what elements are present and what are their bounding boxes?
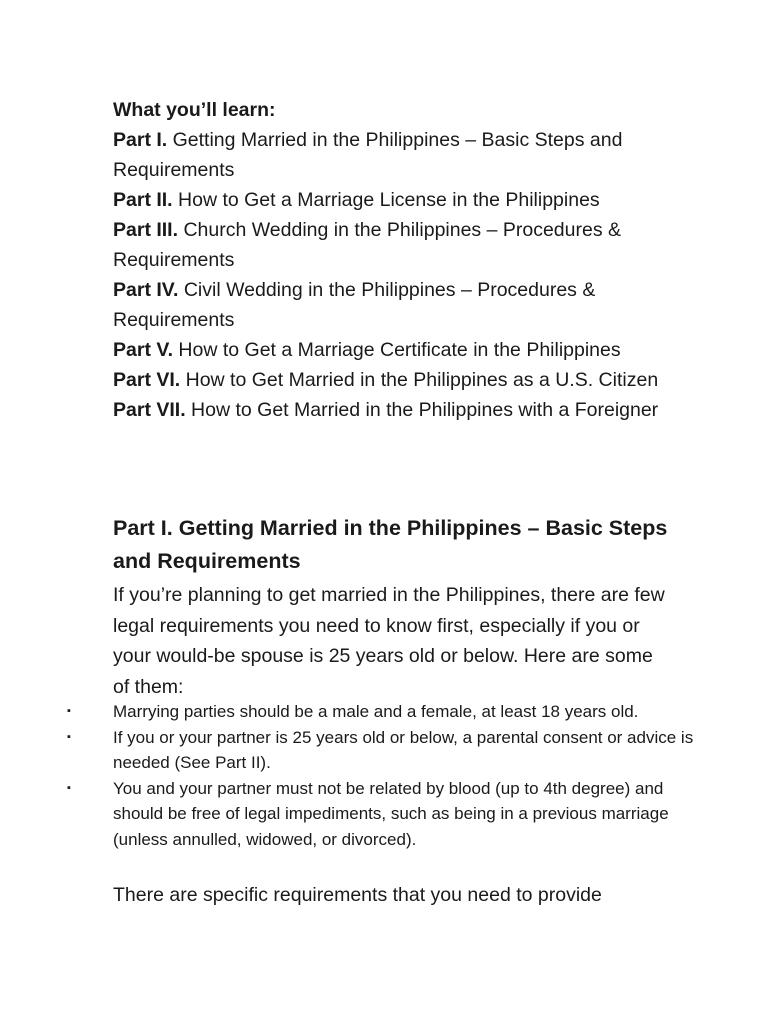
bullet-icon: ▪ xyxy=(67,730,71,743)
toc-part-title: How to Get Married in the Philippines with a Foreigner xyxy=(185,399,659,421)
toc-part-title: Civil Wedding in the Philippines – Procedures & Requirements xyxy=(113,279,596,331)
bullet-icon: ▪ xyxy=(67,781,71,794)
section-intro-paragraph: If you’re planning to get married in the Philippines, there are few legal requirements you need to know first, especially if you or your would-be spouse is 25 years old or below. Here are some of them: xyxy=(113,584,665,698)
toc-heading: What you’ll learn: xyxy=(113,99,276,121)
list-item xyxy=(0,725,700,776)
toc-part-title: How to Get Married in the Philippines as a U.S. Citizen xyxy=(180,369,659,391)
list-item-text: Marrying parties should be a male and a female, at least 18 years old. xyxy=(113,702,639,721)
toc-part-title: Church Wedding in the Philippines – Procedures & Requirements xyxy=(113,219,622,271)
toc-part-label: Part III. xyxy=(113,219,179,241)
toc-item-part-2 xyxy=(113,185,673,215)
trailing-paragraph: There are specific requirements that you need to provide xyxy=(113,884,602,906)
requirements-list xyxy=(0,699,700,852)
toc-item-part-4 xyxy=(113,275,673,335)
toc-part-title: Getting Married in the Philippines – Basic Steps and Requirements xyxy=(113,129,623,181)
toc-item-part-6 xyxy=(113,365,673,395)
toc-part-label: Part VII. xyxy=(113,399,186,421)
toc-part-label: Part II. xyxy=(113,189,173,211)
toc-part-title: How to Get a Marriage License in the Philippines xyxy=(172,189,600,211)
toc-item-part-7 xyxy=(113,395,673,425)
toc-item-part-1 xyxy=(113,125,673,185)
toc-part-label: Part IV. xyxy=(113,279,179,301)
list-item xyxy=(0,699,700,725)
toc-part-label: Part VI. xyxy=(113,369,181,391)
toc-part-label: Part I. xyxy=(113,129,168,151)
toc-item-part-5 xyxy=(113,335,673,365)
bullet-icon: ▪ xyxy=(67,705,71,717)
table-of-contents xyxy=(113,95,673,425)
section-heading: Part I. Getting Married in the Philippines – Basic Steps and Requirements xyxy=(113,516,668,573)
toc-part-title: How to Get a Marriage Certificate in the Philippines xyxy=(173,339,621,361)
toc-part-label: Part V. xyxy=(113,339,173,361)
list-item-text: You and your partner must not be related by blood (up to 4th degree) and should be free of legal impediments, such as being in a previous marriage (unless annulled, widowed, or divorced). xyxy=(113,778,669,849)
list-item xyxy=(0,776,700,853)
toc-item-part-3 xyxy=(113,215,673,275)
list-item-text: If you or your partner is 25 years old or below, a parental consent or advice is needed (See Part II). xyxy=(113,727,694,772)
